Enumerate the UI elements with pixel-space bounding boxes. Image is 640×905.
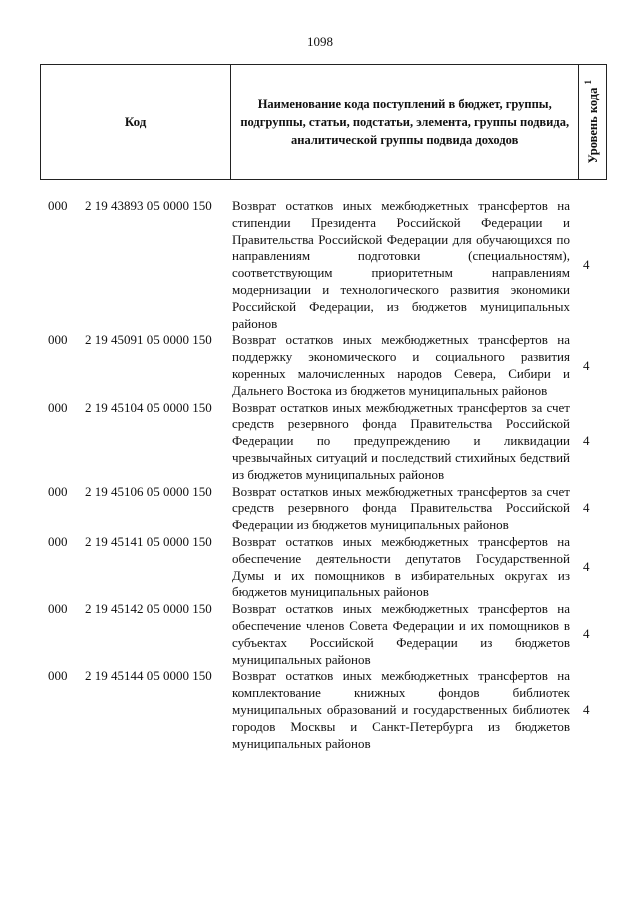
row-code: 2 19 45106 05 0000 150 (85, 483, 212, 499)
row-description: Возврат остатков иных межбюджетных трансфертов за счет средств резервного фонда Правительства Российской Федерации из бюджетов муниципальных районов (232, 483, 570, 533)
row-code: 2 19 45144 05 0000 150 (85, 668, 212, 684)
row-level: 4 (583, 433, 590, 449)
row-level: 4 (583, 626, 590, 642)
row-description: Возврат остатков иных межбюджетных трансфертов на обеспечение членов Совета Федерации и их помощников в субъектах Российской Федерации из бюджетов муниципальных районов (232, 601, 570, 667)
table-row (0, 534, 640, 601)
table-row (0, 668, 640, 752)
table-row (0, 601, 640, 668)
row-description: Возврат остатков иных межбюджетных трансфертов на поддержку экономического и социального развития коренных малочисленных народов Севера, Сибири и Дальнего Востока из бюджетов муниципальных районов (232, 332, 570, 398)
row-prefix: 000 (48, 483, 68, 499)
row-code: 2 19 45142 05 0000 150 (85, 601, 212, 617)
row-prefix: 000 (48, 601, 68, 617)
row-level: 4 (583, 500, 590, 516)
header-code: Код (41, 65, 231, 179)
row-code: 2 19 45104 05 0000 150 (85, 399, 212, 415)
row-code: 2 19 45141 05 0000 150 (85, 533, 212, 549)
header-level-label (583, 80, 601, 163)
table-row (0, 198, 640, 332)
row-level: 4 (583, 701, 590, 717)
row-code: 2 19 43893 05 0000 150 (85, 198, 212, 213)
row-code: 2 19 45091 05 0000 150 (85, 332, 212, 348)
row-level: 4 (583, 559, 590, 575)
row-description: Возврат остатков иных межбюджетных трансфертов на обеспечение деятельности депутатов Государственной Думы и их помощников в избирательных округах из бюджетов муниципальных районов (232, 533, 570, 600)
header-level (579, 65, 606, 179)
row-description: Возврат остатков иных межбюджетных трансфертов на стипендии Президента Российской Федерации и Правительства Российской Федерации для обучающихся по направлениям подготовки (специальностям), соответствующим приоритетным направлениям модернизации и технологического развития экономики Российской Федерации, из бюджетов муниципальных районов (232, 198, 570, 331)
table-row (0, 484, 640, 534)
header-level-footnote: 1 (583, 80, 594, 85)
table-row (0, 400, 640, 484)
row-level: 4 (583, 256, 590, 272)
row-description: Возврат остатков иных межбюджетных трансфертов за счет средств резервного фонда Правительства Российской Федерации по предупреждению и ликвидации чрезвычайных ситуаций и последствий стихийных бедствий из бюджетов муниципальных районов (232, 399, 570, 482)
header-name: Наименование кода поступлений в бюджет, группы, подгруппы, статьи, подстатьи, элемента, группы подвида, аналитической группы подвида доходов (231, 65, 579, 179)
code-table-body (0, 198, 640, 752)
page-number: 1098 (307, 34, 333, 49)
table-row (0, 332, 640, 399)
row-prefix: 000 (48, 332, 68, 348)
row-prefix: 000 (48, 399, 68, 415)
header-level-text: Уровень кода (586, 87, 601, 164)
row-level: 4 (583, 357, 590, 373)
row-description: Возврат остатков иных межбюджетных трансфертов на комплектование книжных фондов библиотек муниципальных образований и государственных библиотек городов Москвы и Санкт-Петербурга из бюджетов муниципальных районов (232, 668, 570, 751)
row-prefix: 000 (48, 668, 68, 684)
row-prefix: 000 (48, 533, 68, 549)
table-header (40, 64, 607, 180)
row-prefix: 000 (48, 198, 68, 213)
